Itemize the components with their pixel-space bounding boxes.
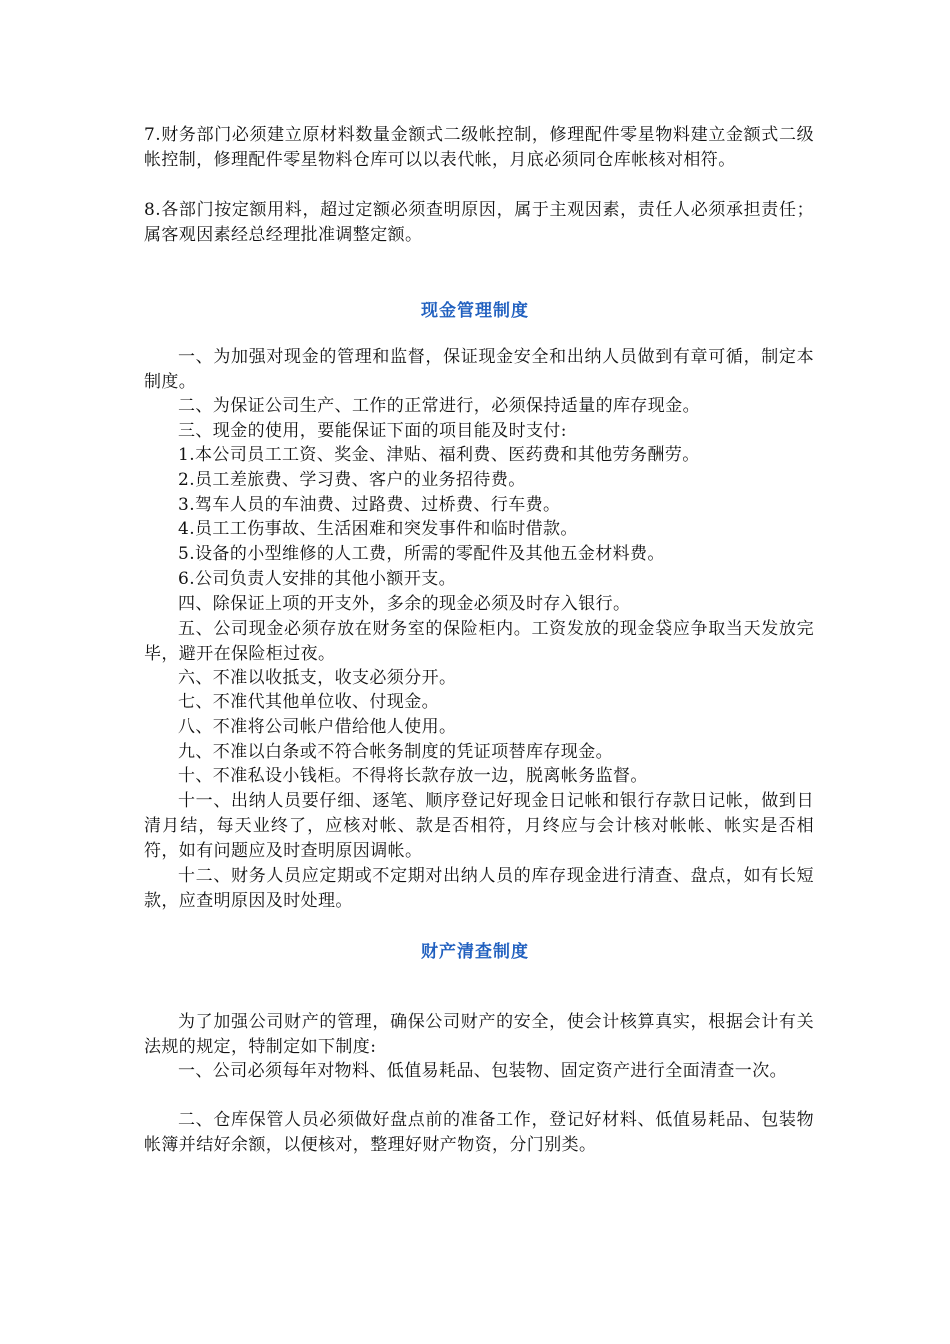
cash-clause-4: 四、除保证上项的开支外，多余的现金必须及时存入银行。 [178,594,631,614]
cash-subitem-1: 1.本公司员工工资、奖金、津贴、福利费、医药费和其他劳务酬劳。 [178,445,700,465]
cash-clause-2: 二、为保证公司生产、工作的正常进行，必须保持适量的库存现金。 [178,396,700,416]
cash-clause-8: 八、不准将公司帐户借给他人使用。 [178,717,457,737]
item-7-paragraph: 7.财务部门必须建立原材料数量金额式二级帐控制，修理配件零星物料建立金额式二级帐控制，修理配件零星物料仓库可以以表代帐，月底必须同仓库帐核对相符。 [144,125,814,170]
cash-clause-5: 五、公司现金必须存放在财务室的保险柜内。工资发放的现金袋应争取当天发放完毕，避开在保险柜过夜。 [144,619,814,664]
property-inventory-title: 财产清查制度 [421,942,529,962]
cash-subitem-2: 2.员工差旅费、学习费、客户的业务招待费。 [178,470,526,490]
item-8-paragraph: 8.各部门按定额用料，超过定额必须查明原因，属于主观因素，责任人必须承担责任；属客观因素经总经理批准调整定额。 [144,200,814,245]
cash-clause-3: 三、现金的使用，要能保证下面的项目能及时支付: [178,421,567,441]
cash-clause-9: 九、不准以白条或不符合帐务制度的凭证项替库存现金。 [178,742,613,762]
cash-clause-11: 十一、出纳人员要仔细、逐笔、顺序登记好现金日记帐和银行存款日记帐，做到日清月结，每天业终了，应核对帐、款是否相符，月终应与会计核对帐帐、帐实是否相符，如有问题应及时查明原因调帐。 [144,791,814,861]
property-clause-1: 一、公司必须每年对物料、低值易耗品、包装物、固定资产进行全面清查一次。 [178,1061,787,1081]
cash-subitem-4: 4.员工工伤事故、生活困难和突发事件和临时借款。 [178,519,578,539]
cash-clause-10: 十、不准私设小钱柜。不得将长款存放一边，脱离帐务监督。 [178,766,648,786]
cash-subitem-5: 5.设备的小型维修的人工费，所需的零配件及其他五金材料费。 [178,544,665,564]
cash-subitem-6: 6.公司负责人安排的其他小额开支。 [178,569,457,589]
cash-subitem-3: 3.驾车人员的车油费、过路费、过桥费、行车费。 [178,495,561,515]
cash-management-title: 现金管理制度 [421,301,529,321]
cash-clause-7: 七、不准代其他单位收、付现金。 [178,692,439,712]
property-intro: 为了加强公司财产的管理，确保公司财产的安全，使会计核算真实，根据会计有关法规的规定，特制定如下制度: [144,1012,814,1057]
property-clause-2: 二、仓库保管人员必须做好盘点前的准备工作，登记好材料、低值易耗品、包装物帐簿并结好余额，以便核对，整理好财产物资，分门别类。 [144,1110,814,1155]
cash-clause-6: 六、不准以收抵支，收支必须分开。 [178,668,457,688]
cash-clause-1: 一、为加强对现金的管理和监督，保证现金安全和出纳人员做到有章可循，制定本制度。 [144,347,814,392]
cash-clause-12: 十二、财务人员应定期或不定期对出纳人员的库存现金进行清查、盘点，如有长短款，应查明原因及时处理。 [144,866,814,911]
